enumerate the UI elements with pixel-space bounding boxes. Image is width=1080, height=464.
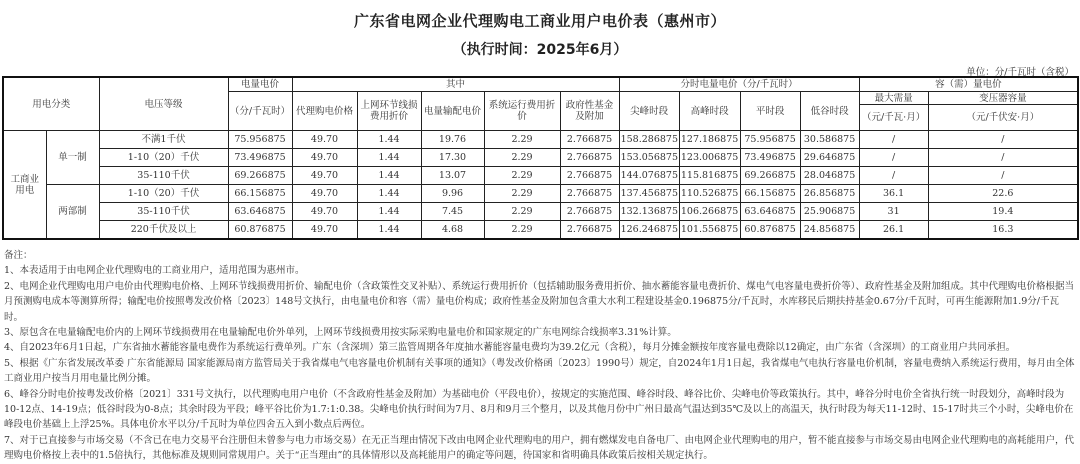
- cell-peak: 110.526875: [679, 185, 740, 203]
- cell-transformer: /: [928, 149, 1078, 167]
- header-transformer: 变压器容量: [928, 92, 1078, 105]
- cell-demand: 26.1: [859, 221, 928, 240]
- cell-energy: 66.156875: [228, 185, 292, 203]
- notes-heading: 备注：: [4, 250, 33, 261]
- cell-sysop: 2.29: [484, 167, 560, 185]
- cell-flat: 60.876875: [740, 221, 800, 240]
- cell-loss: 1.44: [357, 221, 421, 240]
- cell-peak: 101.556875: [679, 221, 740, 240]
- cell-voltage: 35-110千伏: [99, 203, 228, 221]
- cell-loss: 1.44: [357, 203, 421, 221]
- cell-flat: 75.956875: [740, 131, 800, 149]
- header-transmission: 电量输配电价: [421, 92, 484, 131]
- price-table: [2, 76, 1079, 240]
- cell-sysop: 2.29: [484, 131, 560, 149]
- cell-agency: 49.70: [292, 149, 357, 167]
- header-flat: 平时段: [740, 92, 800, 131]
- header-max-demand: 最大需量: [859, 92, 928, 105]
- header-row-1: [3, 77, 1078, 92]
- cell-agency: 49.70: [292, 203, 357, 221]
- cell-trans: 17.30: [421, 149, 484, 167]
- cell-flat: 66.156875: [740, 185, 800, 203]
- cell-flat: 73.496875: [740, 149, 800, 167]
- cell-trans: 9.96: [421, 185, 484, 203]
- cell-valley: 25.906875: [800, 203, 859, 221]
- cell-energy: 63.646875: [228, 203, 292, 221]
- cell-voltage: 1-10（20）千伏: [99, 149, 228, 167]
- table-row: [3, 203, 1078, 221]
- cell-valley: 29.646875: [800, 149, 859, 167]
- cell-sharp: 144.076875: [619, 167, 679, 185]
- notes-section: [4, 248, 1076, 464]
- cell-demand: 36.1: [859, 185, 928, 203]
- cell-valley: 30.586875: [800, 131, 859, 149]
- header-system-op: 系统运行费用折价: [484, 92, 560, 131]
- cell-fund: 2.766875: [560, 203, 619, 221]
- header-agency-price: 代理购电价格: [292, 92, 357, 131]
- cell-peak: 127.186875: [679, 131, 740, 149]
- cell-valley: 24.856875: [800, 221, 859, 240]
- header-energy-price-unit: （分/千瓦时）: [228, 92, 292, 131]
- header-capacity-price: 容（需）量电价: [859, 77, 1078, 92]
- header-peak: 高峰时段: [679, 92, 740, 131]
- cell-transformer: 16.3: [928, 221, 1078, 240]
- cell-peak: 115.816875: [679, 167, 740, 185]
- cell-fund: 2.766875: [560, 167, 619, 185]
- cell-sharp: 137.456875: [619, 185, 679, 203]
- header-tou-price: 分时电量电价（分/千瓦时）: [619, 77, 859, 92]
- cell-demand: /: [859, 131, 928, 149]
- note-item: 3、原包含在电量输配电价内的上网环节线损费用在电量输配电价外单列，上网环节线损费用按实际采购电量电价和国家规定的广东电网综合线损率3.31%计算。: [4, 327, 677, 339]
- cell-trans: 4.68: [421, 221, 484, 240]
- cell-fund: 2.766875: [560, 185, 619, 203]
- cell-sharp: 132.136875: [619, 203, 679, 221]
- cell-transformer: /: [928, 167, 1078, 185]
- cell-agency: 49.70: [292, 185, 357, 203]
- table-row: [3, 131, 1078, 149]
- cell-trans: 13.07: [421, 167, 484, 185]
- cell-sharp: 153.056875: [619, 149, 679, 167]
- table-row: [3, 149, 1078, 167]
- page-title: 广东省电网企业代理购电工商业用户电价表（惠州市）: [353, 12, 726, 30]
- cell-flat: 63.646875: [740, 203, 800, 221]
- note-item: 7、对于已直接参与市场交易（不含已在电力交易平台注册但未曾参与电力市场交易）在无正当理由情况下改由电网企业代理购电的用户，拥有燃煤发电自备电厂、由电网企业代理购电的用户，暂不能直接参与市场交易由电网企业代理购电的高耗能用户，代理购电价格按上表中的1.5倍执行，其他标准及规则同常规用户。关于“正当理由”的具体情形以及高耗能用户的确定等问题，待国家和省明确具体政策后按相关规定执行。: [4, 434, 1075, 462]
- note-item: 6、峰谷分时电价按粤发改价格〔2021〕331号文执行，以代理购电用户电价（不含政府性基金及附加）为基础电价（平段电价），按规定的实施范围、峰谷时段、峰谷比价、尖峰电价等政策执行。其中，峰谷分时电价全省执行统一时段划分，高峰时段为10-12点、14-19点；低谷时段为0-8点；其余时段为平段；峰平谷比价为1.7:1:0.38。尖峰电价执行时间为7月、8月和9月三个整月，以及其他月份中广州日最高气温达到35℃及以上的高温天，执行时段为每天11-12时、15-17时共三个小时，尖峰电价在峰段电价基础上上浮25%。具体电价水平以分/千瓦时为单位四舍五入到小数点后两位。: [4, 388, 1074, 431]
- table-row: [3, 167, 1078, 185]
- category-cell: 工商业用电: [3, 131, 46, 240]
- cell-valley: 28.046875: [800, 167, 859, 185]
- cell-agency: 49.70: [292, 167, 357, 185]
- table-row: [3, 185, 1078, 203]
- cell-sharp: 158.286875: [619, 131, 679, 149]
- cell-agency: 49.70: [292, 131, 357, 149]
- header-of-which: 其中: [292, 77, 619, 92]
- cell-loss: 1.44: [357, 149, 421, 167]
- cell-voltage: 35-110千伏: [99, 167, 228, 185]
- cell-peak: 106.266875: [679, 203, 740, 221]
- group-single: 单一制: [46, 131, 99, 185]
- cell-peak: 123.006875: [679, 149, 740, 167]
- cell-fund: 2.766875: [560, 131, 619, 149]
- group-two-part: 两部制: [46, 185, 99, 240]
- effective-date: （执行时间：2025年6月）: [452, 42, 628, 58]
- cell-demand: /: [859, 167, 928, 185]
- cell-fund: 2.766875: [560, 149, 619, 167]
- cell-energy: 69.266875: [228, 167, 292, 185]
- header-gov-fund: 政府性基金及附加: [560, 92, 619, 131]
- cell-fund: 2.766875: [560, 221, 619, 240]
- cell-energy: 60.876875: [228, 221, 292, 240]
- cell-demand: /: [859, 149, 928, 167]
- cell-sysop: 2.29: [484, 185, 560, 203]
- cell-voltage: 1-10（20）千伏: [99, 185, 228, 203]
- cell-sharp: 126.246875: [619, 221, 679, 240]
- cell-transformer: 19.4: [928, 203, 1078, 221]
- header-valley: 低谷时段: [800, 92, 859, 131]
- cell-flat: 69.266875: [740, 167, 800, 185]
- cell-sysop: 2.29: [484, 203, 560, 221]
- cell-energy: 75.956875: [228, 131, 292, 149]
- header-voltage: 电压等级: [99, 77, 228, 131]
- cell-sysop: 2.29: [484, 149, 560, 167]
- header-transformer-unit: （元/千伏安·月）: [928, 105, 1078, 131]
- cell-voltage: 不满1千伏: [99, 131, 228, 149]
- cell-trans: 19.76: [421, 131, 484, 149]
- cell-energy: 73.496875: [228, 149, 292, 167]
- cell-voltage: 220千伏及以上: [99, 221, 228, 240]
- note-item: 5、根据《广东省发展改革委 广东省能源局 国家能源局南方监管局关于我省煤电气电容量电价机制有关事项的通知》（粤发改价格函〔2023〕1990号）规定，自2024年1月1日起，我省煤电气电执行容量电价机制，容量电费纳入系统运行费用，每月由全体工商业用户按当月用电量比例分摊。: [4, 357, 1075, 385]
- header-max-demand-unit: （元/千瓦·月）: [859, 105, 928, 131]
- header-energy-price: 电量电价: [228, 77, 292, 92]
- table-row: [3, 221, 1078, 240]
- header-sharp-peak: 尖峰时段: [619, 92, 679, 131]
- cell-transformer: 22.6: [928, 185, 1078, 203]
- note-item: 1、本表适用于由电网企业代理购电的工商业用户，适用范围为惠州市。: [4, 265, 305, 277]
- header-category: 用电分类: [3, 77, 99, 131]
- cell-valley: 26.856875: [800, 185, 859, 203]
- cell-transformer: /: [928, 131, 1078, 149]
- header-grid-loss: 上网环节线损费用折价: [357, 92, 421, 131]
- note-item: 2、电网企业代理购电用户电价由代理购电价格、上网环节线损费用折价、输配电价（含政策性交叉补贴）、系统运行费用折价（包括辅助服务费用折价、抽水蓄能容量电费折价、煤电气电容量电费折价等）、政府性基金及附加组成。其中代理购电价格根据当月预测购电成本等测算所得；输配电价按照粤发改价格〔2023〕148号文执行，由电量电价和容（需）量电价构成；政府性基金及附加包含重大水利工程建设基金0.196875分/千瓦时，水库移民后期扶持基金0.67分/千瓦时，可再生能源附加1.9分/千瓦时。: [4, 280, 1075, 323]
- cell-loss: 1.44: [357, 167, 421, 185]
- cell-sysop: 2.29: [484, 221, 560, 240]
- cell-loss: 1.44: [357, 185, 421, 203]
- cell-loss: 1.44: [357, 131, 421, 149]
- cell-agency: 49.70: [292, 221, 357, 240]
- note-item: 4、自2023年6月1日起，广东省抽水蓄能容量电费作为系统运行费单列。广东（含深圳）第三监管周期各年度抽水蓄能容量电费均为39.2亿元（含税），每月分摊金额按年度容量电费除以12确定，由广东省（含深圳）的工商业用户共同承担。: [4, 342, 1016, 354]
- unit-label: 单位：分/千瓦时（含税）: [966, 67, 1074, 78]
- cell-trans: 7.45: [421, 203, 484, 221]
- cell-demand: 31: [859, 203, 928, 221]
